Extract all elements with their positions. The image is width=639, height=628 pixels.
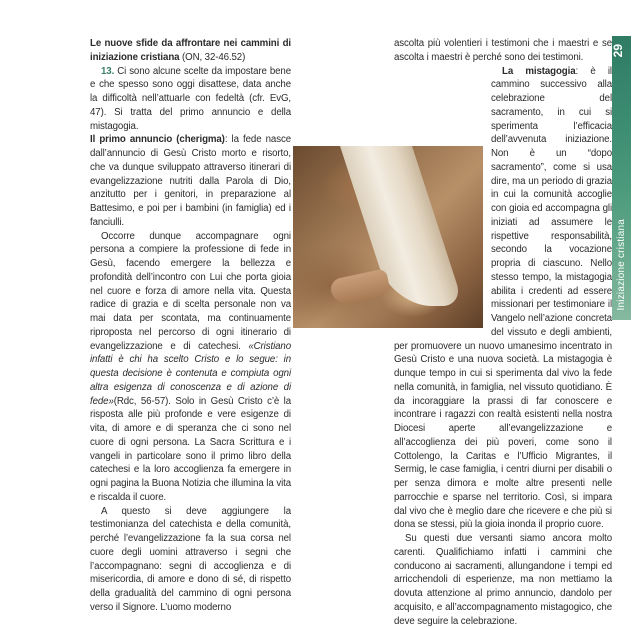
paragraph-text: : è il cammino successivo alla celebrazione del sacramento, in cui si sperimenta l’efficacia dell’avvenuta iniziazione. Non è un “dopo sacramento”, come si usa dire, ma un periodo di grazia in cui la comunità accoglie con gioia ed accompagna gli iniziati ad assumere le rispettive responsabilità, secondo la vocazione propria di ciascuno. Nello stesso tempo, la mistagogia abilita i credenti ad essere missionari per testimoniare il Vangelo nell’azione concreta del vissuto e degli ambienti, per promuovere un nuovo umanesimo incentrato in Gesù Cristo e una nuova società. La mistagogia è dunque tempo in cui si sperimenta dal vivo la fede nella comunità, in famiglia, nel vissuto quotidiano. È da incoraggiare la prassi di far conoscere e incontrare i ragazzi con realtà esistenti nella nostra Diocesi aperte all’evangelizzazione e all’accoglienza dei più poveri, come sono il Cottolengo, la Caritas e l’Ufficio Migrantes, il Sermig, le case famiglia, i centri diurni per disabili o per senza dimora e molte altre presenti nelle parrocchie e sparse nel territorio. Così, si impara dal vivo che è meglio dare che ricevere e che più si dona se stessi, più la gioia inonda il proprio cuore. xyxy=(394,65,612,531)
paragraph-text: Occorre dunque accompagnare ogni persona a compiere la professione di fede in Gesù, facendo emergere la bellezza e profondità dell’incontro con Lui che porta gioia nel cuore e forza di amore nella vita. Questa radice di grazia e di scelta personale non va mai data per scontata, ma continuamente riproposta nel percorso di ogni itinerario di evangelizzazione e di catechesi. xyxy=(90,230,291,352)
paragraph-text: : la fede nasce dall’annuncio di Gesù Cristo morto e risorto, che va dunque sviluppato attraverso itinerari di evangelizzazione nutriti dalla Parola di Dio, anzitutto per i genitori, in preparazione al Battesimo, e poi per i bambini (in famiglia) ed i fanciulli. xyxy=(90,134,291,228)
paragraph-text: A questo si deve aggiungere la testimonianza del catechista e della comunità, perché l’evangelizzazione fa la sua corsa nel cuore degli uomini attraverso i segni che l’accompagnano: segni di accoglienza e di misericordia, di amore e dono di sé, di rispetto della gradualità del cammino di ogni persona verso il Signore. L’uomo moderno xyxy=(90,505,291,613)
paragraph-text: Su questi due versanti siamo ancora molto carenti. Qualifichiamo infatti i cammini che conducono ai sacramenti, allungandone i tempi ed arricchendoli di esperienze, ma non mettiamo la dovuta attenzione al primo annuncio, dandolo per acquisito, e all’accompagnamento mistagogico, che deve seguire la celebrazione. xyxy=(394,533,612,627)
section-label-text: Iniziazione cristiana xyxy=(616,219,627,311)
page-number: 29 xyxy=(611,44,625,58)
paragraph-mistagogia xyxy=(394,65,612,533)
paragraph-primo-annuncio xyxy=(90,133,291,229)
paragraph-carenti xyxy=(394,532,612,628)
paragraph-13 xyxy=(90,65,291,134)
term-mistagogia: La mistagogia xyxy=(502,65,576,77)
quote-text: «Cristiano infatti è chi ha scelto Cristo e lo segue: in questa decisione è contenuta e compiuta ogni altra esigenza di conoscenza e di azione di fede» xyxy=(90,340,291,407)
paragraph-number: 13. xyxy=(101,65,115,77)
paragraph-continued xyxy=(394,37,612,65)
paragraph-accompagnare xyxy=(90,230,291,505)
paragraph-text: (Rdc, 56-57). Solo in Gesù Cristo c’è la risposta alle più profonde e vere esigenze di vita, di amore e di speranza che ci sono nel cuore di ogni persona. La Sacra Scrittura e i vangeli in particolare sono il primo libro della catechesi e la loro accoglienza fa emergere in ogni pagina la Buona Notizia che illumina la vita e riscalda il cuore. xyxy=(90,395,291,503)
photo-hand xyxy=(329,268,391,305)
section-label xyxy=(612,210,631,320)
section-heading xyxy=(90,37,291,65)
term-primo-annuncio: Il primo annuncio (cherigma) xyxy=(90,134,225,146)
left-column xyxy=(90,37,291,615)
paragraph-text: ascolta più volentieri i testimoni che i maestri e se ascolta i maestri è perché sono dei testimoni. xyxy=(394,38,612,63)
paragraph-text: Ci sono alcune scelte da impostare bene e che spesso sono oggi disattese, data anche la difficoltà nell’attuarle con fedeltà (cfr. EvG, 47). Si tratta del primo annuncio e della mistagogia. xyxy=(90,65,291,132)
paragraph-testimonianza xyxy=(90,505,291,615)
heading-text: Le nuove sfide da affrontare nei cammini di iniziazione cristiana xyxy=(90,38,291,63)
heading-ref: (ON, 32-46.52) xyxy=(179,51,246,63)
photo-wrap-spacer xyxy=(394,146,487,328)
right-column xyxy=(394,37,612,628)
